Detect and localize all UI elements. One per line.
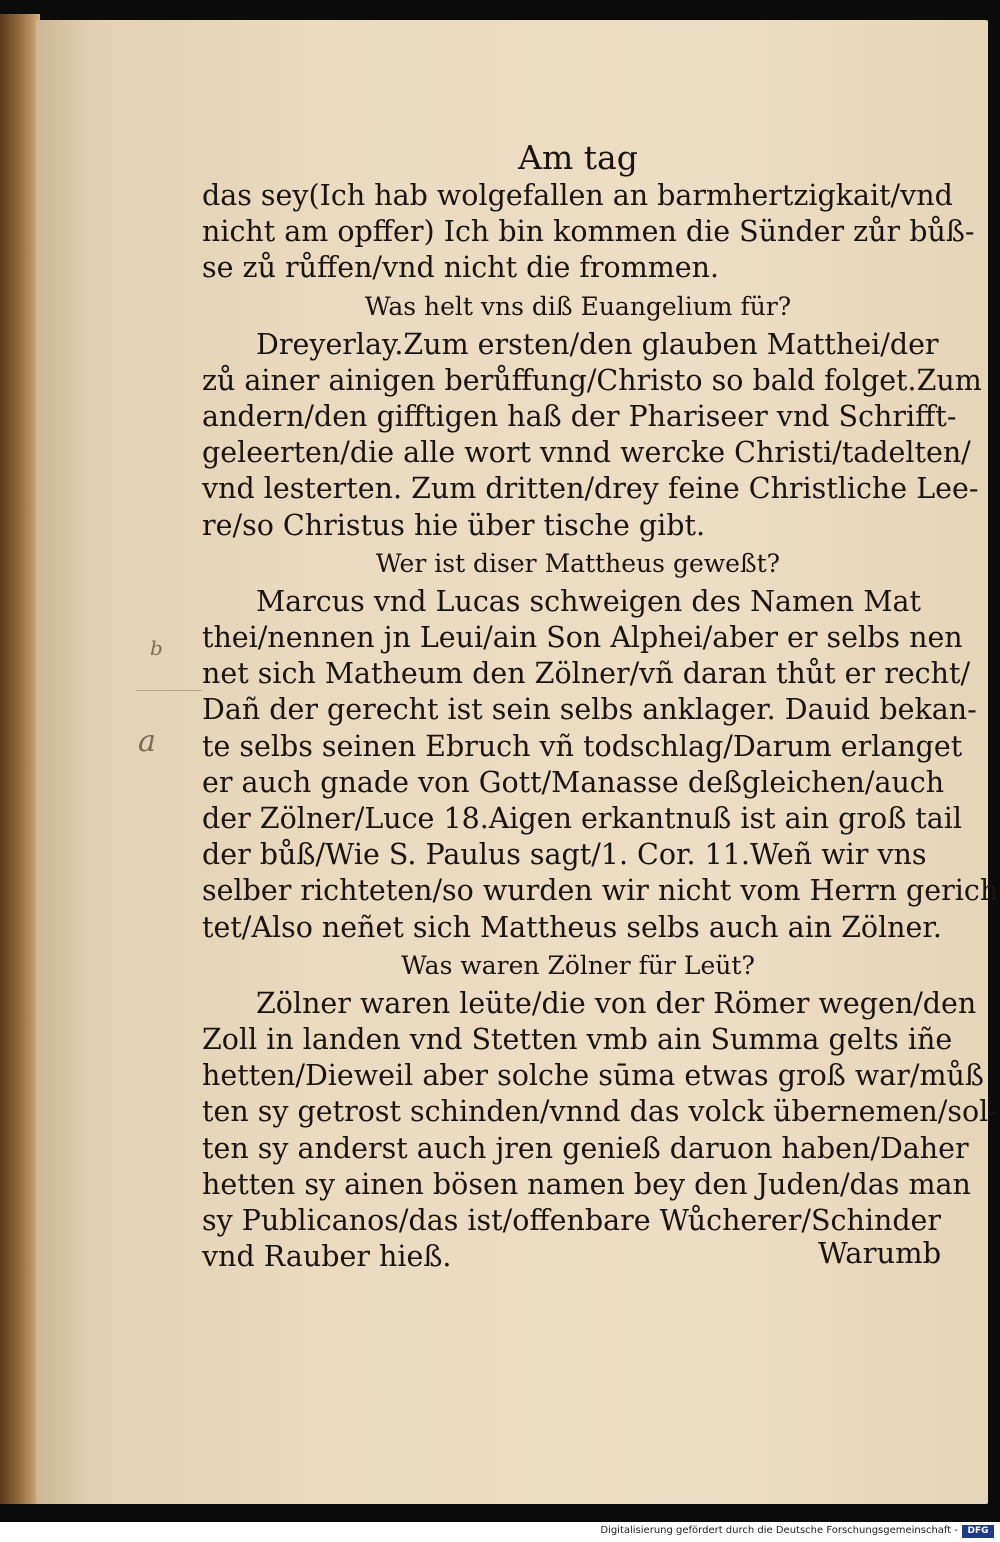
text-line: te selbs seinen Ebruch vñ todschlag/Darum erlanget xyxy=(202,729,963,763)
text-line: tet/Also neñet sich Mattheus selbs auch ain Zölner. xyxy=(202,910,942,944)
section-heading: Wer ist diser Mattheus geweßt? xyxy=(375,548,781,578)
text-line: hetten sy ainen bösen namen bey den Juden/das man xyxy=(202,1167,971,1201)
text-line: re/so Christus hie über tische gibt. xyxy=(202,508,706,542)
text-line: hetten/Dieweil aber solche sūma etwas groß war/můß xyxy=(202,1059,984,1093)
text-line: ten sy anderst auch jren genieß daruon haben/Daher xyxy=(202,1131,969,1165)
text-line: sy Publicanos/das ist/offenbare Wůcherer/Schinder xyxy=(202,1204,942,1238)
text-line: zů ainer ainigen berůffung/Christo so bald folget.Zum xyxy=(202,363,982,397)
running-head: Am tag xyxy=(518,138,638,177)
text-line: se zů růffen/vnd nicht die frommen. xyxy=(202,251,720,285)
text-line: selber richteten/so wurden wir nicht vom Herrn gerich xyxy=(202,874,999,908)
body-text xyxy=(202,178,999,1275)
section-heading: Was helt vns diß Euangelium für? xyxy=(364,291,792,321)
paragraph xyxy=(202,178,975,287)
text-line: andern/den gifftigen haß der Phariseer vnd Schrifft- xyxy=(202,400,957,434)
text-line: Dreyerlay.Zum ersten/den glauben Matthei/der xyxy=(256,327,939,361)
book-spine xyxy=(0,14,40,1504)
text-line: Dañ der gerecht ist sein selbs anklager. Dauid bekan- xyxy=(202,693,977,727)
text-line: Zoll in landen vnd Stetten vmb ain Summa gelts iñe xyxy=(202,1023,953,1057)
text-line: geleerten/die alle wort vnnd wercke Christi/tadelten/ xyxy=(202,436,971,470)
text-line: vnd lesterten. Zum dritten/drey feine Christliche Lee- xyxy=(202,472,979,506)
page-text xyxy=(202,138,999,1275)
marginal-note-a: a xyxy=(138,724,156,759)
text-line: Marcus vnd Lucas schweigen des Namen Mat xyxy=(256,584,921,618)
section-heading: Was waren Zölner für Leüt? xyxy=(401,950,755,980)
text-line: das sey(Ich hab wolgefallen an barmhertzigkait/vnd xyxy=(202,179,953,212)
catchword: Warumb xyxy=(818,1236,942,1270)
text-line: er auch gnade von Gott/Manasse deßgleichen/auch xyxy=(202,765,945,799)
text-line: der bůß/Wie S. Paulus sagt/1. Cor. 11.Weñ wir vns xyxy=(202,838,927,872)
text-line: vnd Rauber hieß. xyxy=(202,1240,452,1274)
text-line: Zölner waren leüte/die von der Römer wegen/den xyxy=(256,986,977,1020)
text-line: net sich Matheum den Zölner/vñ daran thůt er recht/ xyxy=(202,657,971,691)
text-line: ten sy getrost schinden/vnnd das volck übernemen/sol- xyxy=(202,1095,998,1129)
dfg-logo: DFG xyxy=(962,1525,994,1538)
paragraph xyxy=(202,986,998,1276)
text-line: nicht am opffer) Ich bin kommen die Sünder zůr bůß- xyxy=(202,215,975,249)
footer-credit: Digitalisierung gefördert durch die Deutsche Forschungsgemeinschaft - xyxy=(600,1525,958,1536)
paragraph xyxy=(202,327,982,544)
text-line: thei/nennen jn Leui/ain Son Alphei/aber er selbs nen xyxy=(202,621,963,655)
marginal-note-b: b xyxy=(150,636,163,660)
text-line: der Zölner/Luce 18.Aigen erkantnuß ist ain groß tail xyxy=(202,802,962,836)
paragraph xyxy=(202,584,999,946)
marginal-rule xyxy=(136,690,202,691)
